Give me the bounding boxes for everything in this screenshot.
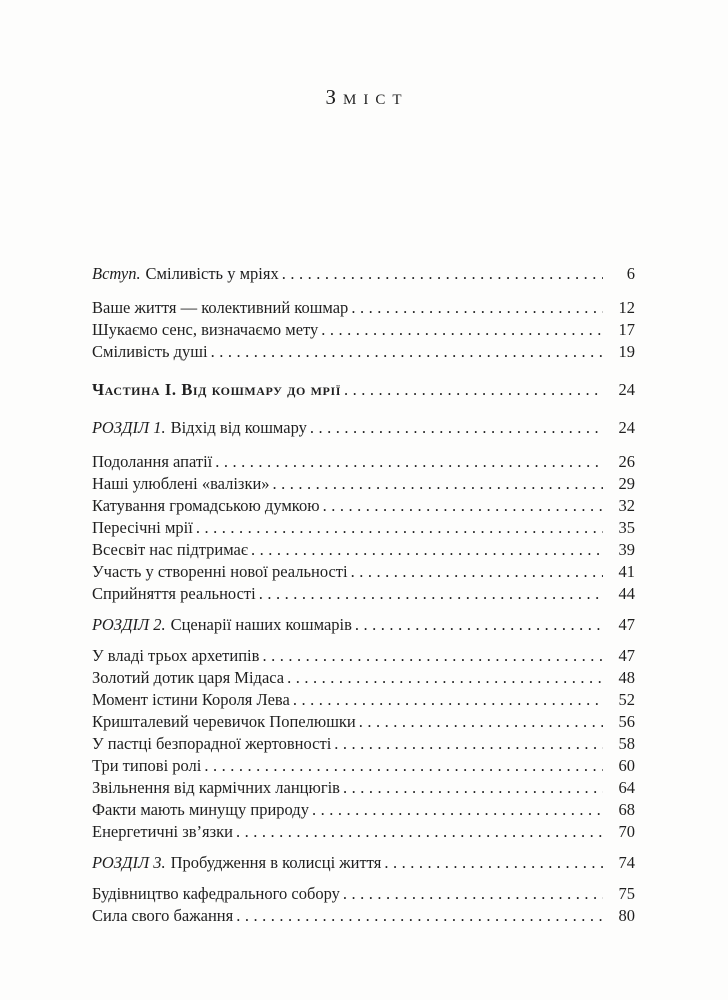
- toc-entry: [92, 883, 635, 905]
- toc-entry-label: Шукаємо сенс, визначаємо мету: [92, 320, 319, 339]
- toc-entry-page: 56: [618, 712, 635, 731]
- toc-entry-label: Пересічні мрії: [92, 518, 193, 537]
- toc-entry: [92, 495, 635, 517]
- page-title: Зміст: [325, 85, 409, 109]
- toc-entry-page: 70: [618, 822, 635, 841]
- toc-entry-label: Сміливість у мріях: [145, 264, 279, 283]
- toc-entry-label: Подолання апатії: [92, 452, 213, 471]
- toc-entry-label: Сценарії наших кошмарів: [170, 615, 352, 634]
- toc-entry-label: Сприйняття реальності: [92, 584, 256, 603]
- dot-leader: [204, 755, 603, 777]
- toc-entry-prefix: РОЗДІЛ 1.: [92, 418, 166, 437]
- toc-entry-label: Кришталевий черевичок Попелюшки: [92, 712, 356, 731]
- dot-leader: [287, 667, 603, 689]
- dot-leader: [236, 821, 603, 843]
- toc-entry-page: 6: [626, 264, 635, 283]
- toc-entry: [92, 263, 635, 285]
- toc-entry-page: 39: [618, 540, 635, 559]
- toc-entry-page: 29: [618, 474, 635, 493]
- dot-leader: [273, 473, 603, 495]
- dot-leader: [351, 297, 603, 319]
- toc-entry-page: 68: [618, 800, 635, 819]
- toc-entry-page: 24: [618, 380, 635, 399]
- toc-entry-label: Енергетичні зв’язки: [92, 822, 233, 841]
- toc-entry-part-heading: [92, 379, 635, 401]
- toc-entry-label: У владі трьох архетипів: [92, 646, 260, 665]
- toc-entry-label: Відхід від кошмару: [170, 418, 307, 437]
- toc-entry-label: Момент істини Короля Лева: [92, 690, 290, 709]
- dot-leader: [321, 319, 603, 341]
- dot-leader: [344, 379, 603, 401]
- toc-entry-label: Золотий дотик царя Мідаса: [92, 668, 285, 687]
- toc-entry-label: Сміливість душі: [92, 342, 208, 361]
- toc-entry-label: Сила свого бажання: [92, 906, 234, 925]
- dot-leader: [351, 561, 603, 583]
- toc-entry: [92, 905, 635, 927]
- toc-entry-label: У пастці безпорадної жертовності: [92, 734, 332, 753]
- toc-entry-page: 75: [618, 884, 635, 903]
- dot-leader: [359, 711, 603, 733]
- dot-leader: [211, 341, 603, 363]
- toc-entry-page: 74: [618, 853, 635, 872]
- toc-entry: [92, 319, 635, 341]
- dot-leader: [262, 645, 603, 667]
- toc-entry: [92, 451, 635, 473]
- toc-entry-chapter-heading: [92, 417, 635, 439]
- toc-entry-page: 24: [618, 418, 635, 437]
- toc-entry-page: 47: [618, 646, 635, 665]
- toc-entry: [92, 799, 635, 821]
- dot-leader: [334, 733, 603, 755]
- dot-leader: [355, 614, 603, 636]
- toc-entry: [92, 583, 635, 605]
- toc-entry: [92, 297, 635, 319]
- toc-entry: [92, 667, 635, 689]
- toc-entry-label: Участь у створенні нової реальності: [92, 562, 348, 581]
- toc-entry-page: 35: [618, 518, 635, 537]
- toc-entry-page: 48: [618, 668, 635, 687]
- toc-entry: [92, 777, 635, 799]
- toc-entry-chapter-heading: [92, 852, 635, 874]
- toc-entry-label: Катування громадською думкою: [92, 496, 320, 515]
- dot-leader: [196, 517, 603, 539]
- toc-entry-label: Ваше життя — колективний кошмар: [92, 298, 349, 317]
- toc-entry-page: 52: [618, 690, 635, 709]
- dot-leader: [293, 689, 603, 711]
- toc-entry-label: Частина І. Від кошмару до мрії: [92, 380, 341, 399]
- toc-entry-prefix: Вступ.: [92, 264, 141, 283]
- dot-leader: [259, 583, 603, 605]
- toc-entry-label: Всесвіт нас підтримає: [92, 540, 248, 559]
- toc-entry-label: Звільнення від кармічних ланцюгів: [92, 778, 340, 797]
- toc-entry-prefix: РОЗДІЛ 2.: [92, 615, 166, 634]
- toc-entry-page: 32: [618, 496, 635, 515]
- toc-entry-label: Наші улюблені «валізки»: [92, 474, 270, 493]
- toc-entry: [92, 341, 635, 363]
- toc-entry: [92, 755, 635, 777]
- dot-leader: [251, 539, 603, 561]
- table-of-contents: [92, 263, 635, 927]
- toc-entry: [92, 733, 635, 755]
- dot-leader: [215, 451, 603, 473]
- toc-entry-page: 17: [618, 320, 635, 339]
- toc-entry-page: 80: [618, 906, 635, 925]
- toc-entry-page: 44: [618, 584, 635, 603]
- toc-entry: [92, 821, 635, 843]
- dot-leader: [343, 883, 603, 905]
- toc-entry: [92, 689, 635, 711]
- dot-leader: [384, 852, 603, 874]
- toc-entry: [92, 711, 635, 733]
- dot-leader: [310, 417, 603, 439]
- toc-entry-page: 60: [618, 756, 635, 775]
- toc-entry-page: 26: [618, 452, 635, 471]
- toc-entry-page: 64: [618, 778, 635, 797]
- toc-entry-page: 47: [618, 615, 635, 634]
- dot-leader: [236, 905, 603, 927]
- toc-entry-chapter-heading: [92, 614, 635, 636]
- toc-entry-label: Пробудження в колисці життя: [170, 853, 382, 872]
- toc-entry-label: Факти мають минущу природу: [92, 800, 309, 819]
- toc-entry: [92, 539, 635, 561]
- toc-entry: [92, 473, 635, 495]
- toc-entry-label: Будівництво кафедрального собору: [92, 884, 340, 903]
- dot-leader: [282, 263, 603, 285]
- toc-entry: [92, 645, 635, 667]
- dot-leader: [312, 799, 603, 821]
- dot-leader: [343, 777, 603, 799]
- toc-entry-page: 41: [618, 562, 635, 581]
- toc-entry-page: 58: [618, 734, 635, 753]
- toc-entry-label: Три типові ролі: [92, 756, 202, 775]
- toc-entry-prefix: РОЗДІЛ 3.: [92, 853, 166, 872]
- dot-leader: [323, 495, 603, 517]
- toc-entry-page: 19: [618, 342, 635, 361]
- toc-entry: [92, 561, 635, 583]
- toc-entry: [92, 517, 635, 539]
- toc-entry-page: 12: [618, 298, 635, 317]
